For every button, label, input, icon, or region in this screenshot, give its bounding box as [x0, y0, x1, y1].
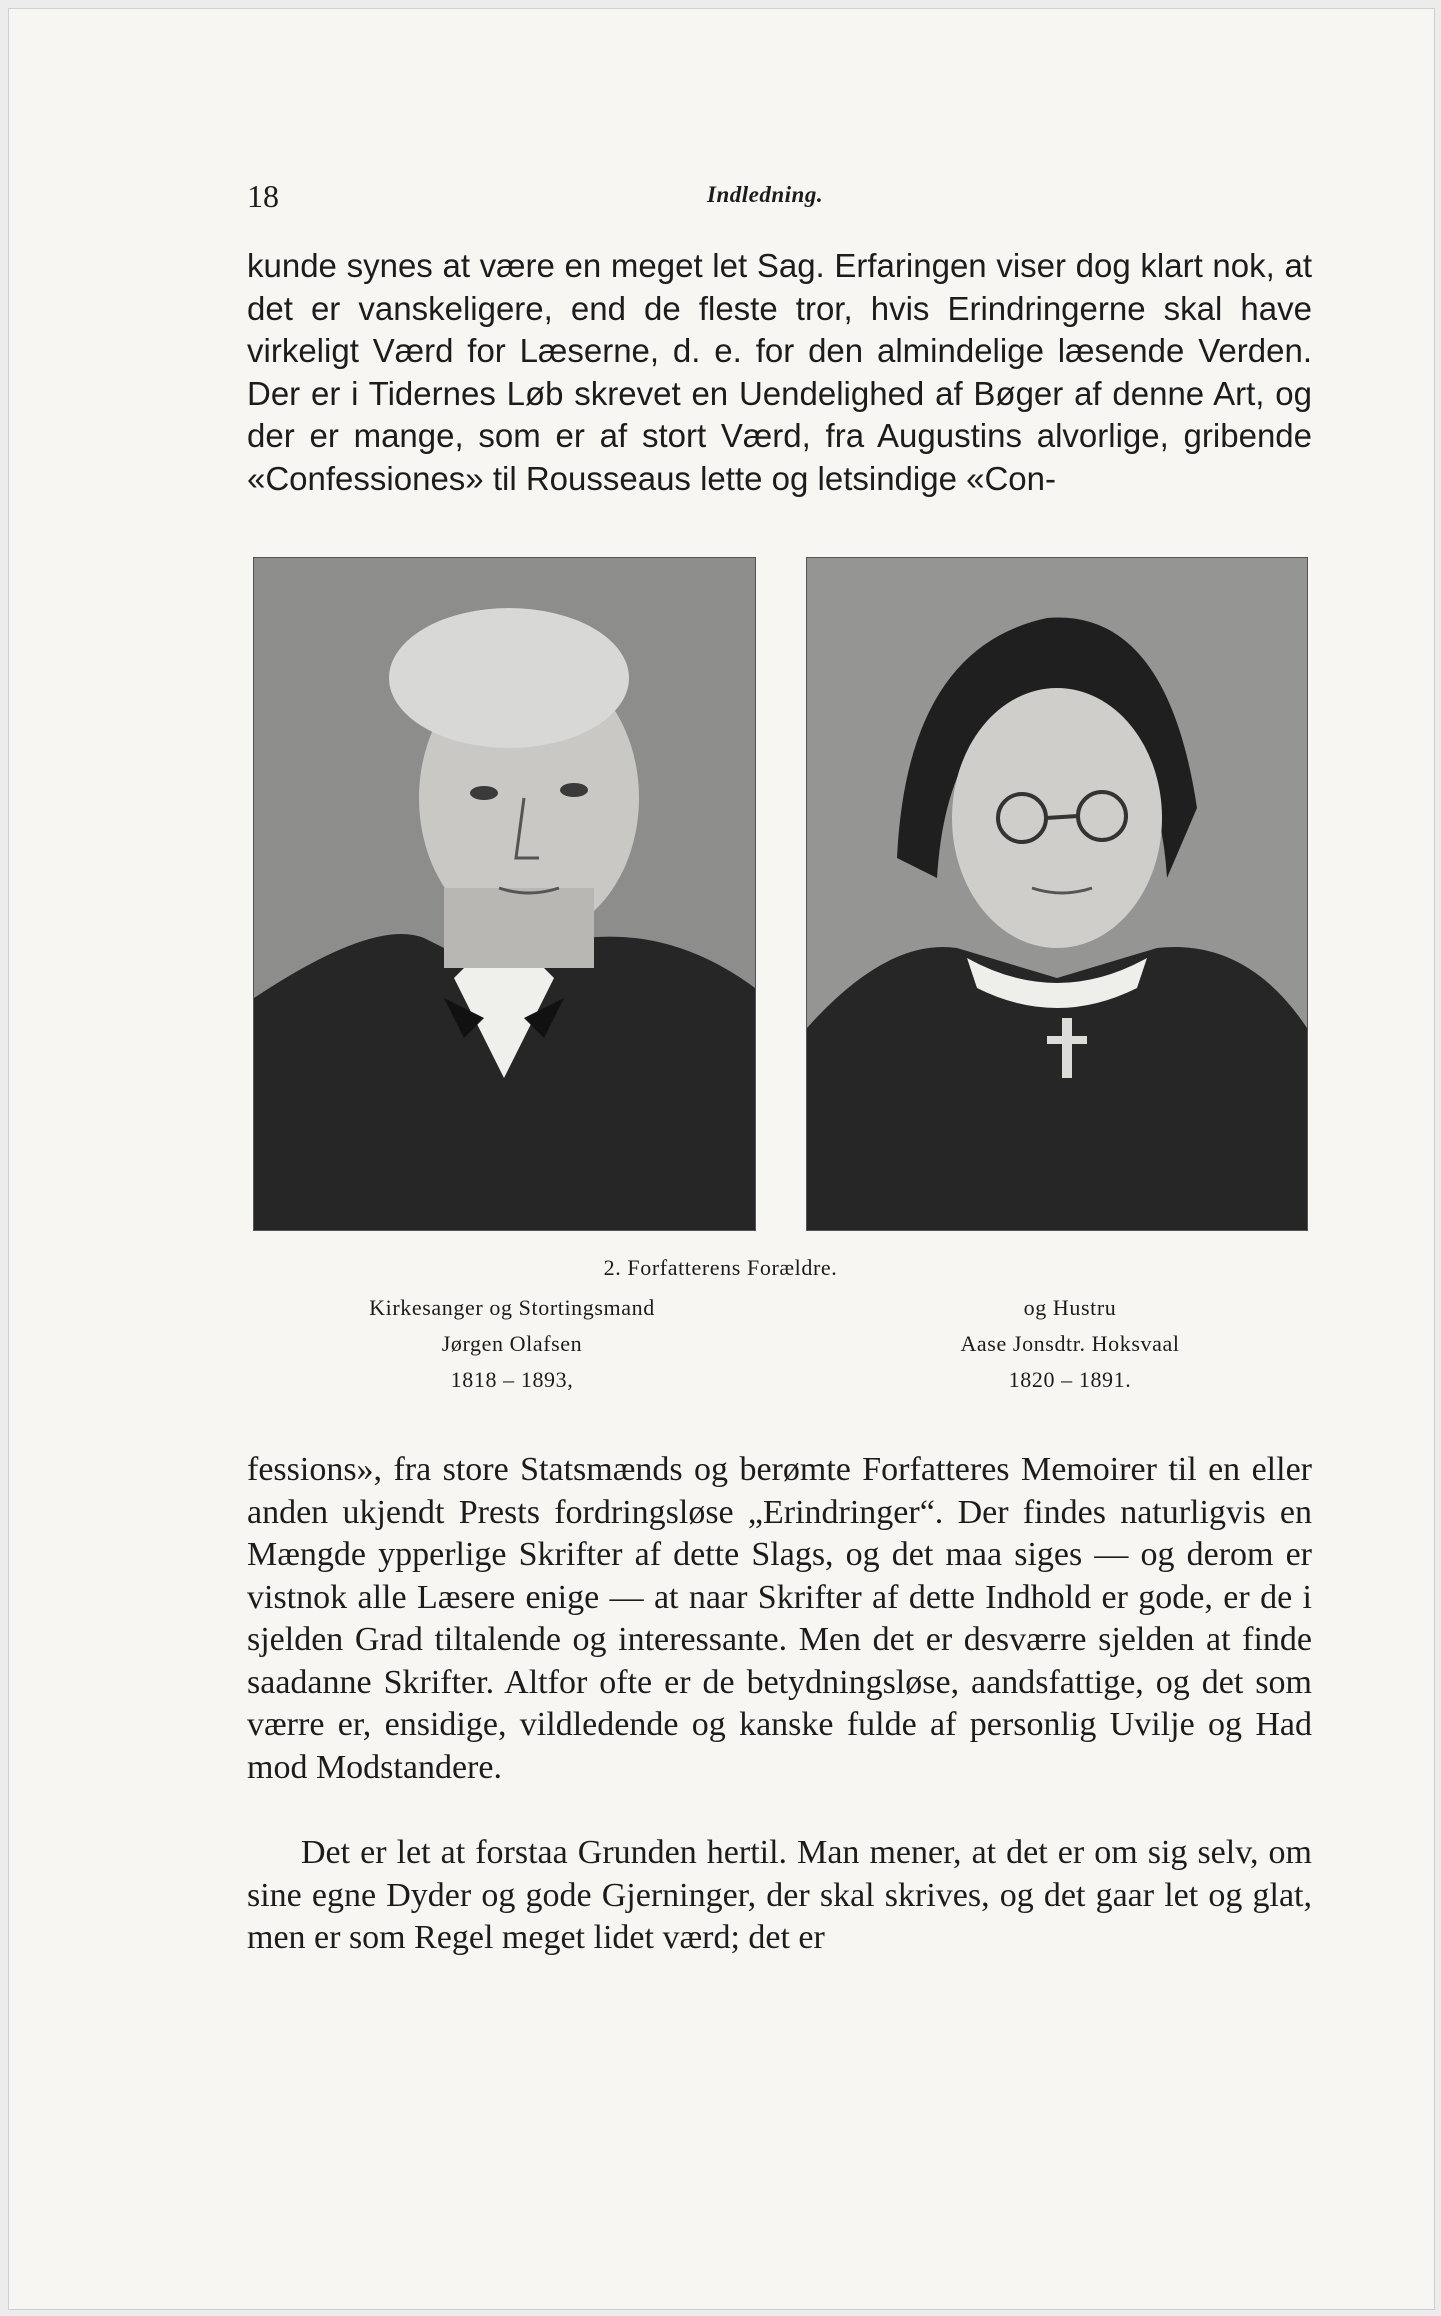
- caption-left-line1: Kirkesanger og Stortingsmand: [369, 1295, 655, 1320]
- body-paragraph-top: kunde synes at være en meget let Sag. Erfaringen viser dog klart nok, at det er vanskeligere, end de fleste tror, hvis Erindringerne skal have virkeligt Værd for Læserne, d. e. for den almindelige læsende Verden. Der er i Tidernes Løb skrevet en Uendelighed af Bøger af denne Art, og der er mange, som er af stort Værd, fra Augustins alvorlige, gribende «Confessiones» til Rousseaus lette og letsindige «Con-: [247, 247, 1312, 497]
- portrait-photo-father: [253, 557, 756, 1231]
- page-header: [247, 178, 1312, 218]
- caption-right-line3: 1820 – 1891.: [1008, 1367, 1132, 1392]
- running-head: Indledning.: [707, 182, 824, 207]
- caption-right-line2: Aase Jonsdtr. Hoksvaal: [960, 1331, 1180, 1356]
- caption-left-line2: Jørgen Olafsen: [441, 1331, 583, 1356]
- page-number: 18: [247, 178, 279, 214]
- figure-caption-title: 2. Forfatterens Forældre.: [603, 1255, 838, 1280]
- body-paragraph-last: Det er let at forstaa Grunden hertil. Man mener, at det er om sig selv, om sine egne Dyder og gode Gjerninger, der skal skrives, og det gaar let og glat, men er som Regel meget lidet værd; det er: [247, 1834, 1312, 1956]
- body-paragraph-bottom: fessions», fra store Statsmænds og berømte Forfatteres Memoirer til en eller anden ukjendt Prests fordringsløse „Erindringer“. Der findes naturligvis en Mængde ypperlige Skrifter af dette Slags, og det maa siges — og derom er vistnok alle Læsere enige — at naar Skrifter af dette Indhold er gode, er de i sjelden Grad tiltalende og interessante. Men det er desværre sjelden at finde saadanne Skrifter. Altfor ofte er de betydningsløse, aandsfattige, og det som værre er, ensidige, vildledende og kanske fulde af personlig Uvilje og Had mod Modstandere.: [247, 1451, 1312, 1786]
- figure-caption-left: [247, 1290, 777, 1398]
- portrait-photo-mother: [806, 557, 1308, 1231]
- caption-right-line1: og Hustru: [1023, 1295, 1117, 1320]
- caption-left-line3: 1818 – 1893,: [450, 1367, 574, 1392]
- figure-caption-right: [860, 1290, 1280, 1398]
